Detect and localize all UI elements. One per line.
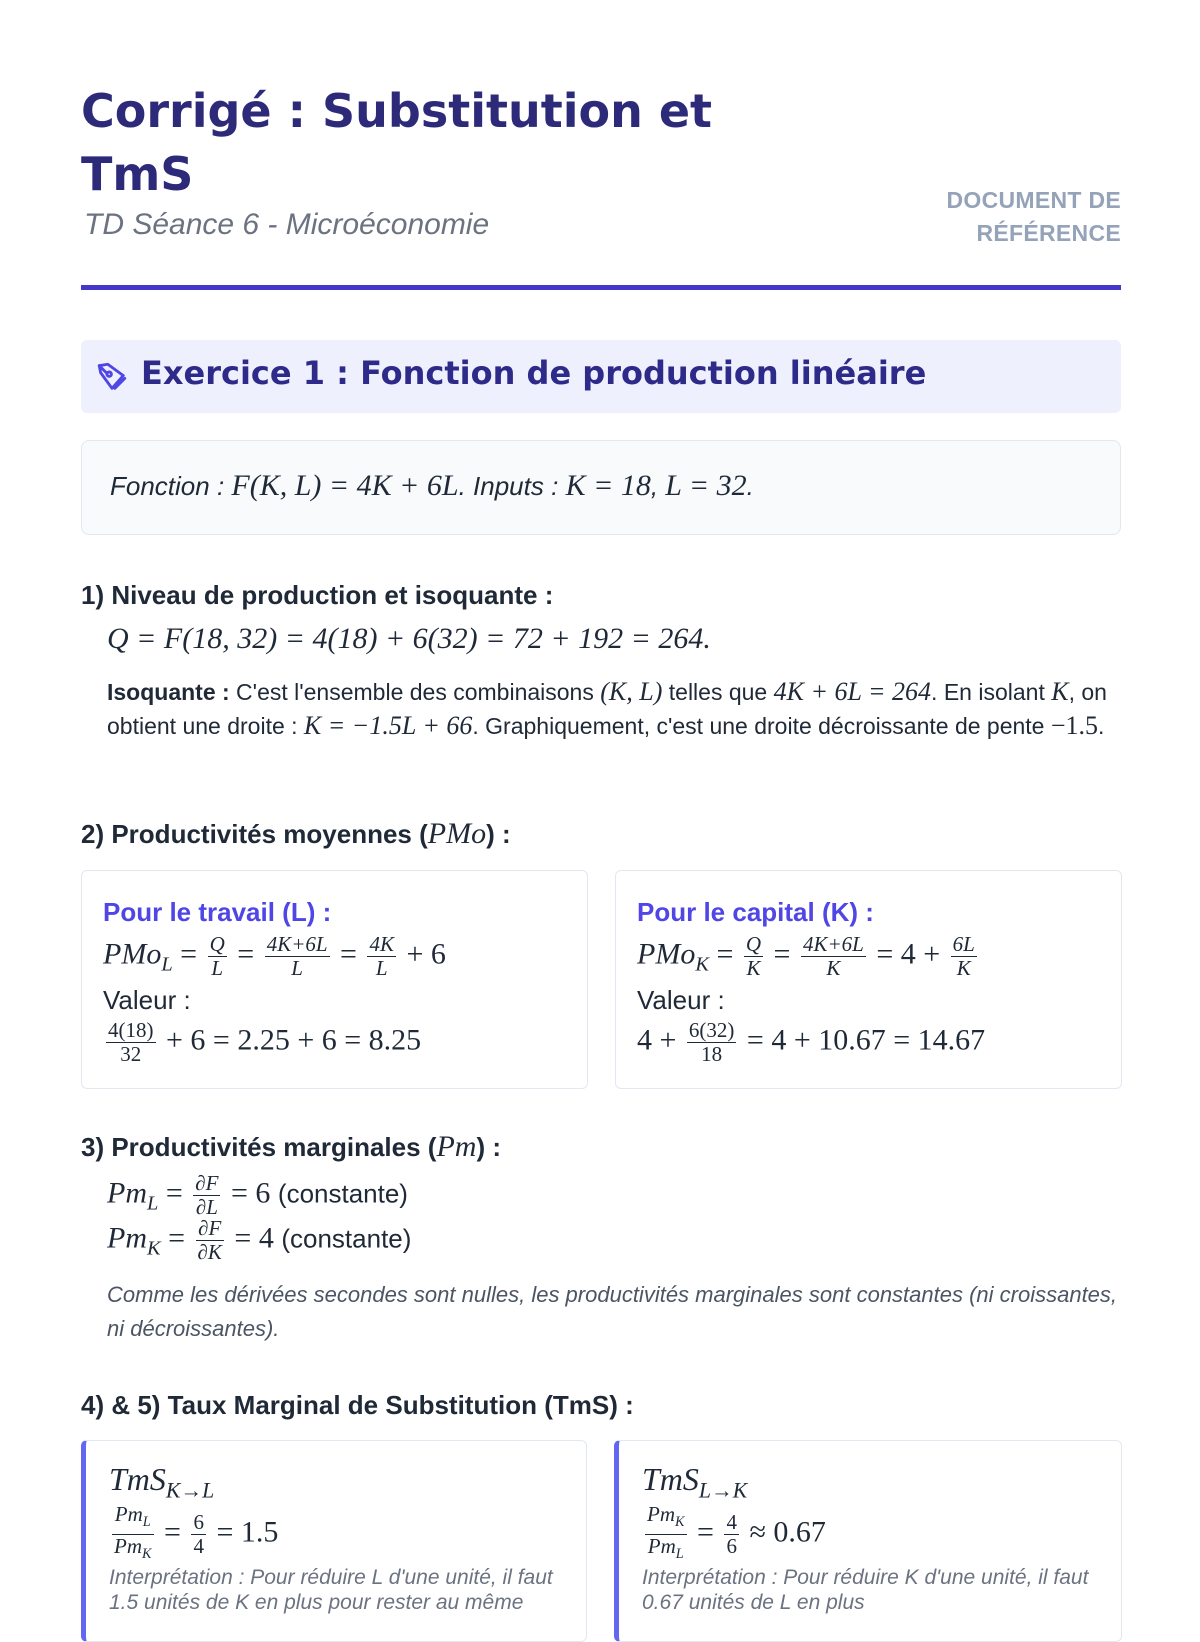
pm-capital-note: (constante)	[281, 1223, 412, 1254]
tms-l-to-k-head	[642, 1461, 747, 1504]
pmo-labor-frac-2-den: L	[291, 956, 303, 980]
q2-heading-prefix: 2) Productivités moyennes (	[81, 819, 428, 849]
tms-l-to-k-frac-1-den-sub: L	[675, 1545, 684, 1562]
given-function: F(K, L) = 4K + 6L	[231, 469, 459, 502]
q2-heading-math: PMo	[427, 817, 487, 850]
tms-k-to-l-frac-2	[191, 1511, 206, 1558]
pmo-capital-value-frac	[687, 1019, 737, 1066]
iso-text-1: C'est l'ensemble des combinaisons	[229, 679, 601, 705]
given-k: K = 18	[565, 469, 651, 502]
pmo-labor-value-label: Valeur :	[103, 985, 191, 1015]
pmo-capital-frac-2-num: 4K+6L	[802, 932, 864, 956]
tms-k-to-l-frac-2-den: 4	[193, 1533, 204, 1558]
pmo-labor-value-tail: + 6 = 2.25 + 6 = 8.25	[166, 1023, 422, 1057]
pm-labor-frac	[193, 1172, 220, 1219]
pmo-labor-lhs-sub: L	[161, 953, 173, 976]
card-pmo-capital	[615, 870, 1122, 1089]
page-title: Corrigé : Substitution et TmS	[81, 84, 713, 201]
tms-k-to-l-sub: K→L	[165, 1478, 215, 1503]
card-tms-l-to-k	[614, 1440, 1122, 1642]
tms-k-to-l-frac-1-den-sub: K	[142, 1545, 152, 1562]
tms-l-to-k-symbol: TmS	[642, 1461, 699, 1497]
tms-k-to-l-frac-1-num-sub: L	[142, 1513, 151, 1530]
exercise-banner	[81, 340, 1121, 413]
given-label-fonction: Fonction :	[110, 471, 225, 501]
pm-capital-frac-num: ∂F	[196, 1217, 224, 1241]
document-tag	[946, 184, 1121, 250]
q3-comment: Comme les dérivées secondes sont nulles, les productivités marginales sont constantes (ni croissantes, ni décroissantes).	[107, 1282, 1118, 1341]
pm-labor-note: (constante)	[277, 1178, 408, 1209]
given-statement: Fonction : F(K, L) = 4K + 6L. Inputs : K = 18, L = 32.	[110, 469, 754, 502]
tms-k-to-l-interpretation: Interprétation : Pour réduire L d'une unité, il faut 1.5 unités de K en plus pour rester au même	[109, 1566, 553, 1614]
pm-capital-equation: $Pm_K$ = $\frac{\partial F}{\partial K}$ = 4 (constante)	[107, 1216, 412, 1264]
pmo-capital-frac-1	[744, 933, 763, 980]
iso-math-1: (K, L)	[600, 677, 663, 706]
pmo-capital-mid: = 4 +	[876, 937, 941, 971]
q2-heading	[81, 817, 511, 851]
iso-math-5: −1.5	[1050, 711, 1099, 740]
pmo-labor-frac-3-den: L	[375, 956, 388, 980]
q3-heading-math: Pm	[436, 1130, 477, 1163]
tms-l-to-k-frac-1	[645, 1503, 687, 1566]
tms-l-to-k-frac-2-den: 6	[726, 1533, 737, 1558]
card-tms-k-to-l	[81, 1440, 587, 1642]
document-tag-line-1: DOCUMENT DE	[946, 187, 1121, 213]
iso-text-5: . Graphiquement, c'est une droite décroissante de pente	[472, 713, 1051, 739]
pmo-labor-value-den: 32	[120, 1042, 142, 1066]
iso-math-4: K = −1.5L + 66	[303, 711, 473, 740]
page-subtitle: TD Séance 6 - Microéconomie	[84, 208, 490, 241]
given-box	[81, 440, 1121, 535]
q1-equation: Q = F(18, 32) = 4(18) + 6(32) = 72 + 192 = 264.	[107, 622, 711, 655]
pm-labor-lhs: Pm	[107, 1176, 147, 1210]
tms-k-to-l-frac-1-num	[112, 1503, 154, 1535]
card-pmo-labor	[81, 870, 588, 1089]
given-l: L = 32	[665, 469, 747, 502]
pm-labor-equation: $Pm_L$ = $\frac{\partial F}{\partial L}$ = 6 (constante)	[107, 1171, 408, 1219]
q3-heading-prefix: 3) Productivités marginales (	[81, 1132, 437, 1162]
pmo-labor-tail: + 6	[406, 937, 446, 971]
tms-k-to-l-frac-1	[112, 1503, 154, 1566]
pm-labor-lhs-sub: L	[147, 1192, 159, 1215]
pm-labor-frac-num: ∂F	[195, 1171, 219, 1195]
pmo-capital-value-num: 6(32)	[688, 1018, 735, 1042]
pmo-capital-frac-2-den: K	[826, 956, 841, 980]
pm-capital-frac-den: ∂K	[197, 1240, 222, 1264]
given-label-inputs: . Inputs :	[458, 471, 559, 501]
pmo-capital-frac-2	[801, 933, 866, 980]
pmo-labor-frac-2-num: 4K+6L	[266, 932, 328, 956]
iso-math-3: K	[1051, 677, 1069, 706]
iso-text-2: telles que	[662, 679, 774, 705]
tms-l-to-k-sub: L→K	[698, 1478, 748, 1503]
iso-math-2: 4K + 6L = 264	[773, 677, 932, 706]
pm-labor-frac-den: ∂L	[195, 1195, 218, 1219]
pm-capital-lhs: Pm	[107, 1221, 147, 1255]
given-end: .	[746, 471, 754, 501]
pmo-capital-frac-3-den: K	[956, 956, 971, 980]
document-tag-line-2: RÉFÉRENCE	[976, 220, 1121, 246]
pmo-labor-frac-1-den: L	[211, 956, 224, 980]
pmo-labor-frac-3	[367, 933, 396, 980]
iso-text-3: . En isolant	[931, 679, 1052, 705]
pm-capital-lhs-sub: K	[147, 1237, 161, 1260]
tms-l-to-k-result: ≈ 0.67	[749, 1515, 826, 1549]
pmo-capital-value-den: 18	[701, 1042, 723, 1066]
pmo-capital-frac-1-num: Q	[745, 932, 762, 956]
pmo-labor-value-num: 4(18)	[108, 1018, 154, 1042]
card-pmo-labor-title: Pour le travail (L) :	[103, 897, 332, 927]
pmo-capital-frac-3-num: 6L	[952, 932, 975, 956]
pm-capital-value: = 4	[234, 1221, 274, 1255]
tms-k-to-l-frac-1-den	[112, 1535, 154, 1566]
tms-k-to-l-result: = 1.5	[216, 1515, 279, 1549]
tms-k-to-l-head	[109, 1461, 214, 1504]
tms-k-to-l-frac-1-den-base: Pm	[114, 1533, 142, 1558]
tms-l-to-k-frac-2-num: 4	[726, 1509, 737, 1534]
tms-k-to-l-frac-1-num-base: Pm	[114, 1502, 143, 1526]
tms-l-to-k-frac-1-num	[645, 1503, 687, 1535]
tms-l-to-k-interpretation: Interprétation : Pour réduire K d'une unité, il faut 0.67 unités de L en plus	[642, 1566, 1089, 1614]
pmo-capital-frac-3	[951, 933, 977, 980]
pmo-capital-formula: PMo$_K$ = $\frac{Q}{K}$ = $\frac{4K+6L}{K}$ = 4 + $\frac{6L}{K}$	[637, 932, 975, 980]
tms-k-to-l-symbol: TmS	[109, 1461, 166, 1497]
pmo-labor-frac-1	[208, 933, 227, 980]
tms-k-to-l-frac-2-num: 6	[193, 1509, 204, 1534]
pmo-labor-frac-1-num: Q	[209, 932, 225, 956]
pmo-capital-frac-1-den: K	[746, 956, 761, 980]
pmo-capital-lhs-sub: K	[695, 953, 709, 976]
pmo-capital-value	[637, 1019, 985, 1066]
tms-l-to-k-frac-1-num-base: Pm	[647, 1502, 675, 1526]
q2-heading-suffix: ) :	[486, 819, 511, 849]
pmo-labor-frac-2	[265, 933, 330, 980]
pmo-capital-value-tail: = 4 + 10.67 = 14.67	[746, 1023, 986, 1057]
isoquante-label: Isoquante :	[107, 679, 230, 705]
tms-l-to-k-frac-1-den	[645, 1535, 687, 1566]
pm-capital-frac	[196, 1217, 224, 1264]
iso-text-6: .	[1098, 713, 1105, 739]
pmo-labor-frac-3-num: 4K	[369, 932, 394, 956]
pmo-labor-formula: PMo$_L$ = $\frac{Q}{L}$ = $\frac{4K+6L}{L}$ = $\frac{4K}{L}$ + 6	[103, 932, 446, 980]
document-header	[81, 80, 1121, 290]
tms-l-to-k-frac-2	[724, 1511, 739, 1558]
pmo-labor-value	[103, 1019, 421, 1066]
pmo-labor-value-frac	[106, 1019, 156, 1066]
iso-text-4: , on obtient une droite :	[107, 679, 1107, 739]
tms-k-to-l-equation: $\frac{Pm_L}{Pm_K}$ = $\frac{6}{4}$ = 1.5	[109, 1503, 278, 1566]
card-pmo-capital-title: Pour le capital (K) :	[637, 897, 874, 927]
pmo-capital-value-label: Valeur :	[637, 985, 725, 1015]
isoquante-paragraph	[107, 675, 1107, 743]
pen-icon	[95, 360, 129, 394]
tms-l-to-k-frac-1-num-sub: K	[675, 1513, 685, 1530]
q3-heading	[81, 1130, 501, 1164]
q1-heading: 1) Niveau de production et isoquante :	[81, 580, 554, 610]
q45-heading: 4) & 5) Taux Marginal de Substitution (TmS) :	[81, 1390, 634, 1420]
tms-l-to-k-equation: $\frac{Pm_K}{Pm_L}$ = $\frac{4}{6}$ ≈ 0.67	[642, 1503, 826, 1566]
tms-l-to-k-frac-1-den-base: Pm	[647, 1533, 676, 1558]
pm-labor-value: = 6	[230, 1176, 271, 1210]
q3-heading-suffix: ) :	[476, 1132, 501, 1162]
pmo-capital-lhs: PMo	[637, 937, 696, 971]
exercise-title: Exercice 1 : Fonction de production linéaire	[141, 354, 927, 392]
pmo-capital-value-head: 4 +	[637, 1023, 677, 1057]
pmo-labor-lhs: PMo	[103, 937, 162, 971]
